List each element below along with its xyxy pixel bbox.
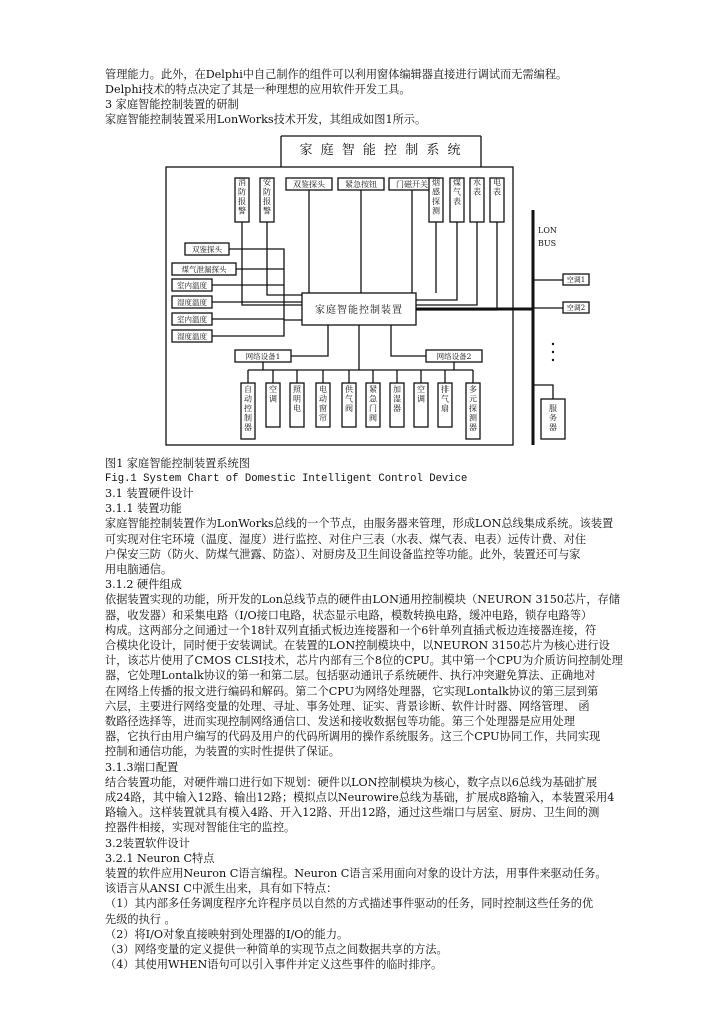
top-box-3-label: 烟感探测 <box>432 178 440 216</box>
svg-text:网络设备2: 网络设备2 <box>436 352 472 361</box>
bus-label-2: BUS <box>538 239 557 248</box>
body-line: 3.1.2 硬件组成 <box>105 578 182 592</box>
body-line: 3.1 装置硬件设计 <box>105 487 194 500</box>
intro-line-1: 管理能力。此外，在Delphi中自己制作的组件可以利用窗体编辑器直接进行调试而无需编程。 <box>105 68 568 81</box>
center-device-label: 家庭智能控制装置 <box>315 305 403 316</box>
svg-text:空调: 空调 <box>269 385 277 404</box>
body-line: 路输入。这样装置就具有模入4路、开入12路、开出12路，通过这些端口与居室、厨房、卫生间的测 <box>105 806 600 820</box>
body-line: 器，收发器）和采集电路（I/O接口电路，状态显示电路，模数转换电路，缓冲电路，锁存电路等） <box>105 608 593 622</box>
svg-text:空调: 空调 <box>417 385 425 404</box>
body-line: 器，它执行由用户编写的代码及用户的代码所调用的操作系统服务。这三个CPU协同工作，共同实现 <box>105 730 601 744</box>
svg-text:空调2: 空调2 <box>566 304 586 312</box>
body-line: 控器件相接，实现对智能住宅的监控。 <box>105 821 296 835</box>
body-line: 成24路，其中输入12路、输出12路；模拟点以Neurowire总线为基础，扩展成8路输入，本装置采用4 <box>105 791 615 804</box>
body-line: （2）将I/O对象直接映射到处理器的I/O的能力。 <box>105 927 349 941</box>
svg-text:电动窗帘: 电动窗帘 <box>319 385 327 423</box>
body-line: 结合装置功能，对硬件端口进行如下规划：硬件以LON控制模块为核心，数字点以6总线为基础扩展 <box>105 775 598 789</box>
body-line: 器，它处理Lontalk协议的第一和第二层。包括驱动通讯子系统硬件、执行冲突避免算法、正确地对 <box>105 669 596 683</box>
body-line: 控制和通信功能，为装置的实时性提供了保证。 <box>105 745 340 759</box>
body-line: 该语言从ANSI C中派生出来，具有如下特点： <box>105 882 338 896</box>
svg-text:照明电: 照明电 <box>293 385 301 413</box>
server-label: 服务器 <box>549 404 557 432</box>
body-line: 3.2装置软件设计 <box>105 836 190 850</box>
top-hbox-1-label: 双鉴探头 <box>293 180 325 189</box>
body-line: （3）网络变量的定义提供一种简单的实现节点之间数据共享的方法。 <box>105 943 448 956</box>
top-box-6-label: 电表 <box>493 178 501 197</box>
bus-label-1: LON <box>538 226 557 235</box>
top-box-group <box>235 177 504 222</box>
body-line: （1）其内部多任务调度程序允许程序员以自然的方式描述事件驱动的任务，同时控制这些任务的优 <box>105 897 594 911</box>
svg-text:湿度温度: 湿度温度 <box>177 332 207 341</box>
bottom-box-group <box>241 370 480 439</box>
body-line: 3.1.3端口配置 <box>105 760 179 774</box>
top-box-2-label: 安防报警 <box>263 178 271 216</box>
svg-text:室内温度: 室内温度 <box>177 281 207 290</box>
body-line: 先级的执行 。 <box>105 912 176 926</box>
top-hbox-2-label: 紧急按钮 <box>345 180 377 189</box>
figure-caption-en: Fig.1 System Chart of Domestic Intelligent Control Device <box>105 473 468 485</box>
diagram-title: 家 庭 智 能 控 制 系 统 <box>299 143 463 158</box>
svg-text:煤气泄漏探头: 煤气泄漏探头 <box>181 265 227 274</box>
body-line: 构成。这两部分之间通过一个18针双列直插式板边连接器和一个6针单列直插式板边连接器连接，符 <box>105 623 597 637</box>
body-line: 依据装置实现的功能，所开发的Lon总线节点的硬件由LON通用控制模块（NEURON 3150芯片，存储 <box>105 593 620 607</box>
body-line: 3.2.1 Neuron C特点 <box>105 851 215 865</box>
svg-text:室内温度: 室内温度 <box>177 315 207 324</box>
body-line: 六层，主要进行网络变量的处理、寻址、事务处理、证实、背景诊断、软件计时器、网络管理、 函 <box>105 699 590 713</box>
body-line: 装置的软件应用Neuron C语言编程。Neuron C语言采用面向对象的设计方法，用事件来驱动任务。 <box>105 867 607 880</box>
section-heading-3: 3 家庭智能控制装置的研制 <box>105 98 239 111</box>
svg-text:紧急门阀: 紧急门阀 <box>369 385 377 423</box>
svg-text:双鉴探头: 双鉴探头 <box>192 245 222 254</box>
body-line: 数路径选择等，进而实现控制网络通信口、发送和接收数据包等功能。第三个处理器是应用处理 <box>105 715 575 728</box>
body-line: 3.1.1 装置功能 <box>105 502 182 516</box>
svg-text:湿度温度: 湿度温度 <box>177 298 207 307</box>
body-line: 合模块化设计，同时便于安装调试。在装置的LON控制模块中，以NEURON 3150芯片为核心进行设 <box>105 639 610 652</box>
body-line: 计，该芯片使用了CMOS CLSI技术，芯片内部有三个8位的CPU。其中第一个CPU为介质访问控制处理 <box>105 654 623 668</box>
system-diagram <box>103 130 623 455</box>
body-line: 家庭智能控制装置作为LonWorks总线的一个节点，由服务器来管理，形成LON总线集成系统。该装置 <box>105 517 614 531</box>
top-box-1-label: 消防报警 <box>238 178 246 216</box>
top-hbox-3-label: 门磁开关 <box>396 180 428 189</box>
svg-text:加湿器: 加湿器 <box>393 385 401 413</box>
svg-text:供气阀: 供气阀 <box>345 385 353 413</box>
svg-text:空调1: 空调1 <box>566 276 586 284</box>
svg-text:网络设备1: 网络设备1 <box>245 352 281 361</box>
top-box-4-label: 煤气表 <box>453 178 461 206</box>
body-line: 可实现对住宅环境（温度、湿度）进行监控、对住户三表（水表、煤气表、电表）远传计费、对住 <box>105 532 587 546</box>
svg-text:排气扇: 排气扇 <box>441 385 449 413</box>
body-line: 在网络上传播的报文进行编码和解码。第二个CPU为网络处理器，它实现Lontalk协议的第三层到第 <box>105 684 599 698</box>
svg-text:自动控制器: 自动控制器 <box>244 385 252 432</box>
figure-caption-cn: 图1 家庭智能控制装置系统图 <box>105 457 250 470</box>
intro-line-2: Delphi技术的特点决定了其是一种理想的应用软件开发工具。 <box>105 83 411 96</box>
left-box-group <box>172 243 236 342</box>
body-line: （4）其使用WHEN语句可以引入事件并定义这些事件的临时排序。 <box>105 958 443 972</box>
body-line: 户保安三防（防火、防煤气泄露、防盗）、对厨房及卫生间设备监控等功能。此外，装置还可与家 <box>105 547 581 561</box>
body-line: 用电脑通信。 <box>105 563 173 576</box>
top-box-5-label: 水表 <box>473 178 481 197</box>
intro-line-4: 家庭智能控制装置采用LonWorks技术开发，其组成如图1所示。 <box>105 113 427 126</box>
svg-text:多元探测器: 多元探测器 <box>469 385 477 432</box>
